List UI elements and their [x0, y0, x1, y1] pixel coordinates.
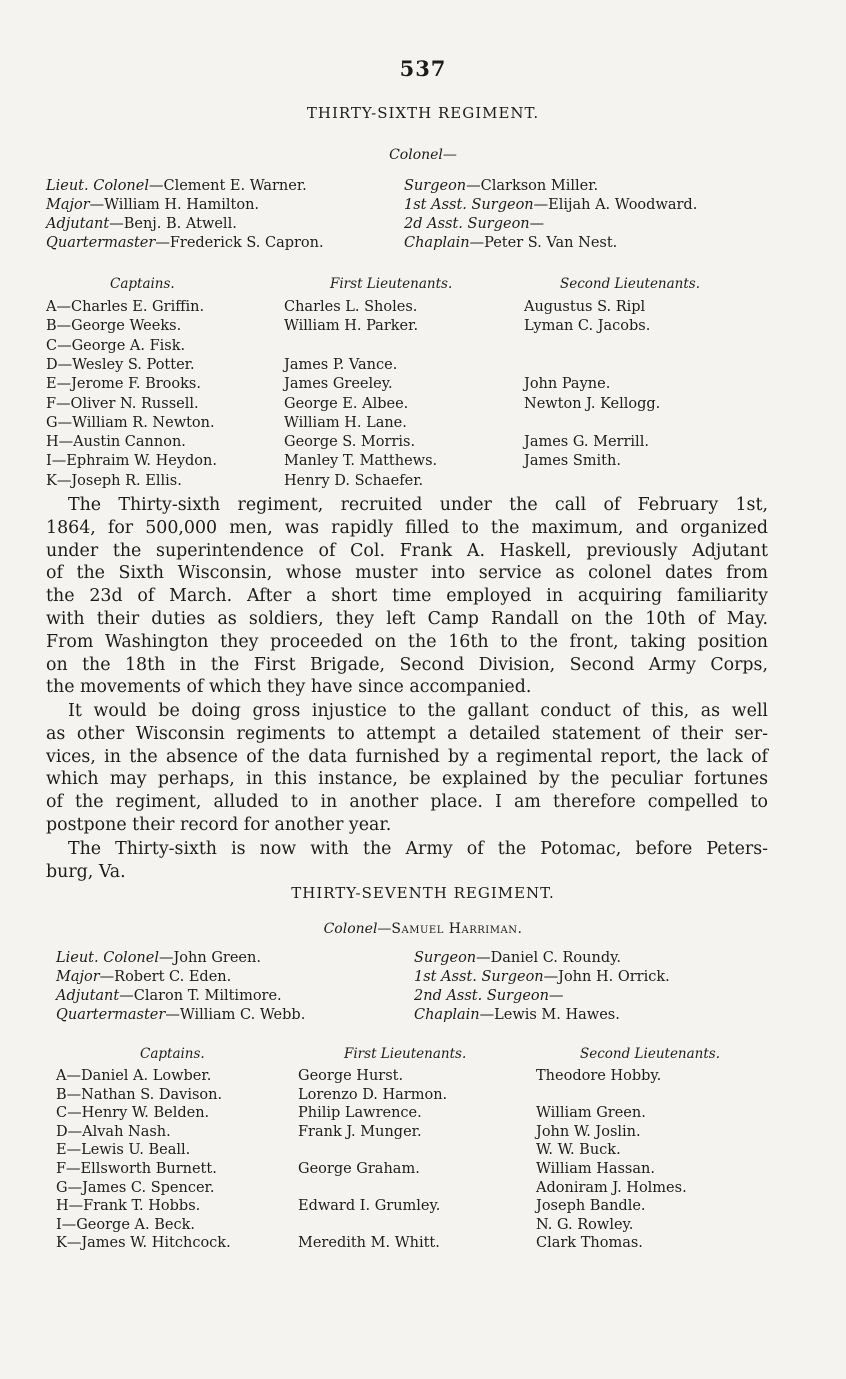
company-row	[0, 453, 846, 473]
header-37-second-lieutenants: Second Lieutenants.	[580, 1046, 721, 1062]
company-row	[0, 1198, 846, 1218]
company-row	[0, 1087, 846, 1107]
first-lieutenant-name: George E. Albee.	[284, 395, 409, 412]
captain-name: K—Joseph R. Ellis.	[46, 472, 182, 489]
captain-name: F—Ellsworth Burnett.	[56, 1161, 217, 1177]
first-lieutenant-name: James P. Vance.	[284, 356, 398, 373]
company-row	[0, 1142, 846, 1162]
captain-name: D—Wesley S. Potter.	[46, 356, 195, 373]
company-row	[0, 318, 846, 338]
first-lieutenant-name: James Greeley.	[284, 376, 393, 393]
first-lieutenant-name: George Graham.	[298, 1161, 420, 1177]
captain-name: E—Lewis U. Beall.	[56, 1142, 191, 1159]
first-lieutenant-name: Charles L. Sholes.	[284, 299, 418, 315]
staff-adjutant: Adjutant—Benj. B. Atwell.	[46, 216, 237, 232]
captain-name: D—Alvah Nash.	[56, 1123, 171, 1140]
company-row	[0, 1068, 846, 1088]
staff-major: Major—William H. Hamilton.	[46, 197, 260, 213]
first-lieutenant-name: William H. Lane.	[284, 414, 407, 431]
second-lieutenant-name: James G. Merrill.	[524, 434, 649, 451]
staff-37-chaplain: Chaplain—Lewis M. Hawes.	[414, 1007, 620, 1023]
staff-37-surgeon: Surgeon—Daniel C. Roundy.	[414, 950, 621, 966]
captain-name: A—Charles E. Griffin.	[46, 299, 205, 315]
staff-37-quartermaster: Quartermaster—William C. Webb.	[56, 1007, 306, 1023]
captain-name: C—Henry W. Belden.	[56, 1105, 210, 1122]
captain-name: G—William R. Newton.	[46, 414, 215, 431]
staff-chaplain: Chaplain—Peter S. Van Nest.	[404, 235, 618, 251]
company-row	[0, 1217, 846, 1237]
captain-name: I—George A. Beck.	[56, 1216, 195, 1233]
staff-first-asst-surgeon: 1st Asst. Surgeon—Elijah A. Woodward.	[404, 197, 698, 213]
first-lieutenant-name: Edward I. Grumley.	[298, 1198, 441, 1215]
second-lieutenant-name: W. W. Buck.	[536, 1142, 621, 1159]
captain-name: A—Daniel A. Lowber.	[56, 1068, 212, 1084]
second-lieutenant-name: James Smith.	[524, 453, 621, 470]
captain-name: G—James C. Spencer.	[56, 1179, 215, 1196]
first-lieutenant-name: George S. Morris.	[284, 434, 416, 451]
first-lieutenant-name: Lorenzo D. Harmon.	[298, 1086, 448, 1103]
staff-second-asst-surgeon: 2d Asst. Surgeon—	[404, 216, 545, 232]
company-row	[0, 357, 846, 377]
regiment-36-title: THIRTY-SIXTH REGIMENT.	[306, 104, 540, 122]
header-captains: Captains.	[110, 276, 175, 292]
captain-name: K—James W. Hitchcock.	[56, 1235, 231, 1252]
colonel-name: Samuel Harriman.	[391, 921, 523, 937]
header-37-first-lieutenants: First Lieutenants.	[344, 1046, 467, 1062]
staff-37-major: Major—Robert C. Eden.	[56, 969, 232, 985]
company-row	[0, 473, 846, 493]
regiment-36-colonel	[0, 147, 846, 163]
regiment-37-title: THIRTY-SEVENTH REGIMENT.	[291, 884, 555, 902]
captain-name: B—George Weeks.	[46, 318, 182, 335]
staff-37-adjutant: Adjutant—Claron T. Miltimore.	[56, 988, 282, 1004]
second-lieutenant-name: John Payne.	[524, 376, 611, 393]
company-row	[0, 1180, 846, 1200]
staff-37-second-asst-surgeon: 2nd Asst. Surgeon—	[414, 988, 564, 1004]
company-row	[0, 1235, 846, 1255]
staff-quartermaster: Quartermaster—Frederick S. Capron.	[46, 235, 324, 251]
second-lieutenant-name: Augustus S. Ripl	[524, 299, 646, 315]
company-row	[0, 1105, 846, 1125]
regiment-37-colonel: Colonel—Samuel Harriman.	[323, 921, 523, 937]
page-number: 537	[399, 56, 447, 81]
colonel-label: Colonel—	[389, 147, 457, 163]
header-second-lieutenants: Second Lieutenants.	[560, 276, 701, 292]
second-lieutenant-name: William Hassan.	[536, 1161, 655, 1177]
company-row	[0, 1124, 846, 1144]
first-lieutenant-name: Philip Lawrence.	[298, 1105, 422, 1122]
second-lieutenant-name: William Green.	[536, 1105, 646, 1122]
staff-37-first-asst-surgeon: 1st Asst. Surgeon—John H. Orrick.	[414, 969, 670, 985]
second-lieutenant-name: Joseph Bandle.	[536, 1198, 646, 1215]
first-lieutenant-name: William H. Parker.	[284, 318, 419, 335]
first-lieutenant-name: Meredith M. Whitt.	[298, 1235, 440, 1252]
second-lieutenant-name: Newton J. Kellogg.	[524, 395, 661, 412]
company-row	[0, 434, 846, 454]
captain-name: F—Oliver N. Russell.	[46, 395, 199, 412]
first-lieutenant-name: George Hurst.	[298, 1068, 404, 1084]
second-lieutenant-name: Adoniram J. Holmes.	[536, 1179, 687, 1196]
staff-lieut-colonel: Lieut. Colonel—Clement E. Warner.	[46, 178, 307, 194]
first-lieutenant-name: Frank J. Munger.	[298, 1123, 422, 1140]
narrative-paragraph-3: The Thirty-sixth is now with the Army of the Potomac, before Peters- burg, Va.	[46, 839, 768, 882]
company-row	[0, 338, 846, 358]
company-row	[0, 396, 846, 416]
captain-name: B—Nathan S. Davison.	[56, 1086, 223, 1103]
captain-name: H—Frank T. Hobbs.	[56, 1198, 201, 1215]
captain-name: E—Jerome F. Brooks.	[46, 376, 201, 393]
second-lieutenant-name: Clark Thomas.	[536, 1235, 643, 1252]
captain-name: I—Ephraim W. Heydon.	[46, 453, 217, 470]
second-lieutenant-name: N. G. Rowley.	[536, 1216, 634, 1233]
second-lieutenant-name: John W. Joslin.	[536, 1123, 641, 1140]
header-37-captains: Captains.	[140, 1046, 205, 1062]
second-lieutenant-name: Lyman C. Jacobs.	[524, 318, 651, 335]
company-row	[0, 415, 846, 435]
header-first-lieutenants: First Lieutenants.	[330, 276, 453, 292]
first-lieutenant-name: Henry D. Schaefer.	[284, 472, 424, 489]
narrative-paragraph-2: It would be doing gross injustice to the gallant conduct of this, as well as other Wisconsin regiments to attempt a detailed statement of their ser- vices, in the absence of the data furnished by a regimental report, the lack of which may perhaps, in this instance, be explained by the peculiar fortunes of the regiment, alluded to in another place. I am therefore compelled to postpone their record for another year.	[46, 701, 768, 835]
staff-37-lieut-colonel: Lieut. Colonel—John Green.	[56, 950, 261, 966]
narrative-paragraph-1: The Thirty-sixth regiment, recruited under the call of February 1st, 1864, for 500,000 men, was rapidly filled to the maximum, and organized under the superintendence of Col. Frank A. Haskell, previously Adjutant of the Sixth Wisconsin, whose muster into service as colonel dates from the 23d of March. After a short time employed in acquiring familiarity with their duties as soldiers, they left Camp Randall on the 10th of May. From Washington they proceeded on the 16th to the front, taking position on the 18th in the First Brigade, Second Division, Second Army Corps, the movements of which they have since accompanied.	[46, 495, 768, 698]
company-row	[0, 376, 846, 396]
company-row	[0, 299, 846, 319]
company-row	[0, 1161, 846, 1181]
staff-surgeon: Surgeon—Clarkson Miller.	[404, 178, 599, 194]
first-lieutenant-name: Manley T. Matthews.	[284, 453, 438, 470]
second-lieutenant-name: Theodore Hobby.	[536, 1068, 662, 1084]
captain-name: C—George A. Fisk.	[46, 337, 186, 354]
captain-name: H—Austin Cannon.	[46, 434, 186, 451]
